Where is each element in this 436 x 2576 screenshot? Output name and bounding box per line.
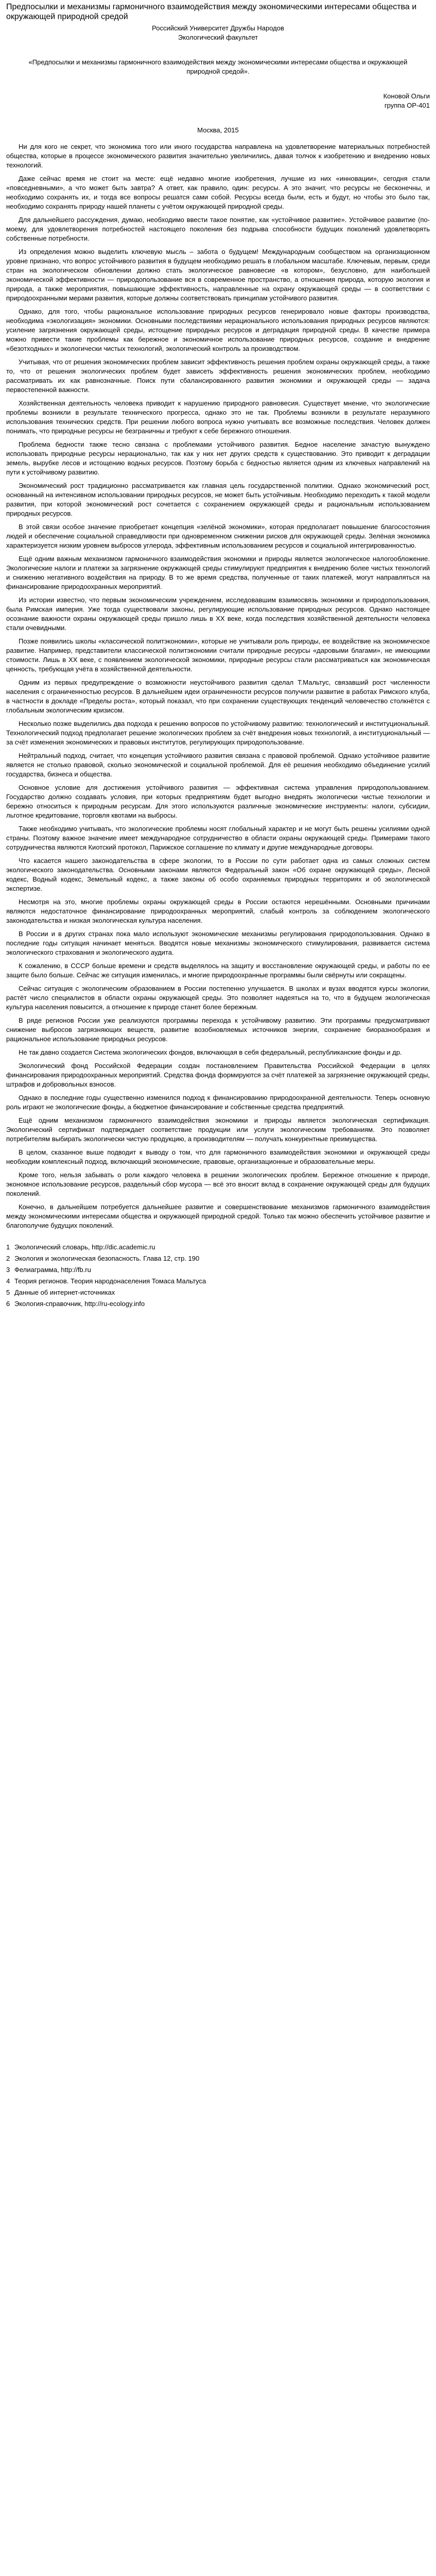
reference-text: Экологический словарь, http://dic.academic.ru: [14, 1243, 155, 1251]
body-paragraph: В ряде регионов России уже реализуются программы перехода к устойчивому развитию. Эти программы предусматривают снижение выбросов загрязняющих веществ, развитие возобновляемых источников энергии, сохранение биоразнообразия и рациональное использование природных ресурсов.: [6, 1016, 430, 1043]
document-title: Предпосылки и механизмы гармоничного взаимодействия между экономическими интересами общества и окружающей природной средой: [6, 3, 417, 21]
reference-text: Данные об интернет-источниках: [14, 1289, 115, 1296]
reference-item: [6, 1288, 430, 1297]
body-paragraph: Хозяйственная деятельность человека приводит к нарушению природного равновесия. Существует мнение, что экологические проблемы возникли в результате технического прогресса, однако это не так. Проблемы возникли в результате неразумного использования технических средств. При решении любого вопроса нужно учитывать все возможные последствия. Человек должен понимать, что природные ресурсы не безграничны и требуют к себе бережного отношения.: [6, 399, 430, 435]
author-group: группа ОР-401: [384, 101, 430, 109]
author-name: Коновой Ольги: [383, 92, 430, 100]
body-paragraph: Позже появились школы «классической политэкономии», которые не учитывали роль природы, ее воздействие на экономическое развитие. Например, представители классической политэкономии считали природные ресурсы «даровыми благами», не имеющими стоимости. Лишь в XX веке, с появлением экологической экономики, природные ресурсы стали рассматриваться как экономическая ценность, требующая учёта в хозяйственной деятельности.: [6, 637, 430, 673]
body-paragraph: Для дальнейшего рассуждения, думаю, необходимо ввести такое понятие, как «устойчивое развитие». Устойчивое развитие (по-моему, для удовлетворения потребностей настоящего поколения без подрыва способности будущих поколений удовлетворять собственные потребности.: [6, 216, 430, 242]
institution-block: [6, 24, 430, 42]
body-paragraph: Конечно, в дальнейшем потребуется дальнейшее развитие и совершенствование механизмов гармоничного взаимодействия между экономическими интересами общества и окружающей природной средой. Только так можно обеспечить устойчивое развитие и благополучие будущих поколений.: [6, 1203, 430, 1229]
body-paragraph: Даже сейчас время не стоит на месте: ещё недавно многие изобретения, лучшие из них «инновации», сегодня стали «повседневными», а что может быть завтра? А ответ, как правило, один: ресурсы. А это значит, что ресурсы не бесконечны, и необходимо сохранять их, и тогда все вопросы решатся сами собой. Ресурсы всегда были, есть и будут, но чтобы это было так, необходимо сохранять природу нашей планеты с учётом окружающей природной среды.: [6, 175, 430, 210]
reference-text: Фелиаграмма, http://fb.ru: [14, 1266, 91, 1274]
reference-item: [6, 1277, 430, 1286]
body-paragraph: Проблема бедности также тесно связана с проблемами устойчивого развития. Бедное население зачастую вынуждено использовать природные ресурсы нерационально, так как у них нет других средств к существованию. Это приводит к деградации земель, вырубке лесов и истощению водных ресурсов. Поэтому борьба с бедностью является одним из ключевых направлений на пути к устойчивому развитию.: [6, 440, 430, 476]
reference-item: [6, 1243, 430, 1252]
university-name: Российский Университет Дружбы Народов: [152, 24, 284, 32]
body-paragraph: В целом, сказанное выше подводит к выводу о том, что для гармоничного взаимодействия экономики и окружающей среды необходим комплексный подход, включающий экономические, правовые, организационные и образовательные меры.: [6, 1148, 430, 1165]
city-year: Москва, 2015: [197, 126, 239, 134]
body-paragraph: Однако в последние годы существенно изменился подход к финансированию природоохранной деятельности. Теперь основную роль играют не экологические фонды, а бюджетное финансирование и собственные средства предприятий.: [6, 1094, 430, 1111]
body-paragraph: Из определения можно выделить ключевую мысль – забота о будущем! Международным сообществом на организационном уровне признано, что вопрос устойчивого развития в будущем необходимо решать в глобальном масштабе. Ключевым, первым, среди стран на экологическом обновлении должно стать экологическое равновесие «в котором», безусловно, для наибольшей экономической эффективности — природопользование вся в современное пространство, а отношения природа, которую экология и природа, а также мероприятия, повышающие эффективность, направленные на охрану окружающей среды — в соответствии с природоохранными мерами развития, которые должны соответствовать принципам устойчивого развития.: [6, 248, 430, 302]
body-paragraph: Экологический фонд Российской Федерации создан постановлением Правительства Российской Федерации в целях финансирования природоохранных мероприятий. Средства фонда формируются за счёт платежей за загрязнение окружающей среды, штрафов и добровольных взносов.: [6, 1062, 430, 1088]
body-paragraph: Одним из первых предупреждение о возможности неустойчивого развития сделал Т.Мальтус, связавший рост численности населения с ограниченностью ресурсов. В дальнейшем идеи ограниченности ресурсов получили развитие в работах Римского клуба, в частности в докладе «Пределы роста», который показал, что при сохранении существующих тенденций человечество столкнётся с глобальным экологическим кризисом.: [6, 679, 430, 714]
body-paragraph: Основное условие для достижения устойчивого развития — эффективная система управления природопользованием. Государство должно создавать условия, при которых предприятиям будет выгодно внедрять экологически чистые технологии и бережно относиться к природным ресурсам. Для этого используются различные экономические инструменты: налоги, субсидии, льготное кредитование, торговля квотами на выбросы.: [6, 784, 430, 819]
body-paragraph: Экономический рост традиционно рассматривается как главная цель государственной политики. Однако экономический рост, основанный на интенсивном использовании природных ресурсов, не может быть устойчивым. Необходимо переходить к такой модели развития, при которой экономический рост сочетается с сохранением окружающей среды и рациональным использованием природных ресурсов.: [6, 482, 430, 517]
body-paragraph: Однако, для того, чтобы рациональное использование природных ресурсов генерировало новые факторы производства, необходима «экологизация» экономики. Основными последствиями нерационального использования природных ресурсов являются: усиление загрязнения окружающей среды, истощение природных ресурсов и деградация природной среды. В качестве примера можно привести такие проблемы как бережное и экономичное использование природных ресурсов, создание и внедрение «безотходных» и экологически чистых технологий, экологический контроль за производством.: [6, 308, 430, 352]
paper-title: «Предпосылки и механизмы гармоничного взаимодействия между экономическими интересами общества и окружающей природной средой».: [28, 58, 408, 75]
reference-item: [6, 1254, 430, 1263]
reference-item: [6, 1299, 430, 1309]
reference-number: 1: [6, 1243, 10, 1251]
paper-title-block: [27, 58, 409, 76]
body-paragraph: К сожалению, в СССР больше времени и средств выделялось на защиту и восстановление окружающей среды, и работы по ее защите было больше. Сейчас же ситуация изменилась, и многие природоохранные программы были свёрнуты или сокращены.: [6, 962, 430, 979]
reference-number: 6: [6, 1300, 10, 1308]
reference-number: 2: [6, 1255, 10, 1262]
reference-number: 3: [6, 1266, 10, 1274]
reference-number: 5: [6, 1289, 10, 1296]
body-paragraph: Не так давно создается Система экологических фондов, включающая в себя федеральный, республиканские фонды и др.: [19, 1048, 402, 1056]
reference-text: Теория регионов. Теория народонаселения Томаса Мальтуса: [14, 1277, 206, 1285]
author-block: [6, 92, 430, 110]
body-paragraph: Несколько позже выделились два подхода к решению вопросов по устойчивому развитию: технологический и институциональный. Технологический подход предполагает решение экологических проблем за счёт внедрения новых технологий, а институциональный — за счёт изменения экономических и правовых институтов, регулирующих природопользование.: [6, 720, 430, 746]
body-paragraph: Также необходимо учитывать, что экологические проблемы носят глобальный характер и не могут быть решены усилиями одной страны. Поэтому важное значение имеет международное сотрудничество в области охраны окружающей среды. Примерами такого сотрудничества являются Киотский протокол, Парижское соглашение по климату и другие международные договоры.: [6, 825, 430, 851]
body-paragraph: Сейчас ситуация с экологическим образованием в России постепенно улучшается. В школах и вузах вводятся курсы экологии, растёт число специалистов в области охраны окружающей среды. Это позволяет надеяться на то, что в будущем экологическая культура населения повысится, а отношение к природе станет более бережным.: [6, 985, 430, 1011]
reference-item: [6, 1265, 430, 1275]
document-body: [6, 142, 430, 1230]
body-paragraph: В этой связи особое значение приобретает концепция «зелёной экономики», которая предполагает повышение благосостояния людей и обеспечение социальной справедливости при одновременном снижении рисков для окружающей среды. Зелёная экономика характеризуется низким уровнем выбросов углерода, эффективным использованием ресурсов и социальной интегрированностью.: [6, 523, 430, 549]
reference-number: 4: [6, 1277, 10, 1285]
body-paragraph: Учитывая, что от решения экономических проблем зависит эффективность решения проблем охраны окружающей среды, а также то, что от решения экологических проблем будет зависеть эффективность решения экономических проблем, необходимо рассматривать их как равнозначные. Поиск пути сбалансированного развития экономики и окружающей среды — задача первостепенной важности.: [6, 358, 430, 394]
body-paragraph: Из истории известно, что первым экономическим учреждением, исследовавшим взаимосвязь экономики и природопользования, была Римская империя. Уже тогда существовали законы, регулирующие использование природных ресурсов. Однако настоящее осознание важности охраны окружающей среды пришло лишь в XX веке, когда последствия хозяйственной деятельности человека стали очевидными.: [6, 596, 430, 632]
body-paragraph: Кроме того, нельзя забывать о роли каждого человека в решении экологических проблем. Бережное отношение к природе, экономное использование ресурсов, раздельный сбор мусора — всё это вносит вклад в сохранение окружающей среды для будущих поколений.: [6, 1171, 430, 1197]
body-paragraph: Ни для кого не секрет, что экономика того или иного государства направлена на удовлетворение материальных потребностей общества, которые в процессе экономического развития значительно увеличились, давая толчок к изобретению и внедрению новых технологий.: [6, 143, 430, 169]
reference-text: Экология-справочник, http://ru-ecology.info: [14, 1300, 145, 1308]
body-paragraph: Ещё одним важным механизмом гармоничного взаимодействия экономики и природы является экологическое налогообложение. Экологические налоги и платежи за загрязнение окружающей среды стимулируют предприятия к внедрению более чистых технологий и снижению негативного воздействия на природу. В то же время средства, полученные от таких платежей, могут направляться на финансирование природоохранных мероприятий.: [6, 555, 430, 590]
body-paragraph: В России и в других странах пока мало используют экономические механизмы регулирования природопользования. Однако в последние годы ситуация начинает меняться. Вводятся новые механизмы экономического стимулирования, развивается система экологического страхования и экологического аудита.: [6, 930, 430, 956]
faculty-name: Экологический факультет: [178, 33, 258, 41]
references-list: [6, 1243, 430, 1309]
body-paragraph: Что касается нашего законодательства в сфере экологии, то в России по сути работает одна из самых сложных систем экологического законодательства. Основными законами являются Федеральный закон «Об охране окружающей среды», Лесной кодекс, Водный кодекс, Земельный кодекс, а также законы об особо охраняемых природных территориях и об экологической экспертизе.: [6, 857, 430, 892]
body-paragraph: Ещё одним механизмом гармоничного взаимодействия экономики и природы является экологическая сертификация. Экологический сертификат подтверждает соответствие продукции или услуги экологическим требованиям. Это позволяет потребителям выбирать экологически чистую продукцию, а производителям — получать конкурентные преимущества.: [6, 1116, 430, 1143]
body-paragraph: Несмотря на это, многие проблемы охраны окружающей среды в России остаются нерешёнными. Основными причинами являются недостаточное финансирование природоохранных мероприятий, слабый контроль за соблюдением экологического законодательства и низкая экологическая культура населения.: [6, 898, 430, 924]
body-paragraph: Нейтральный подход, считает, что концепция устойчивого развития связана с правовой проблемой. Однако устойчивое развитие является не столько правовой, сколько экономической и социальной проблемой. Для её решения необходимо объединение усилий государства, бизнеса и общества.: [6, 752, 430, 778]
reference-text: Экология и экологическая безопасность. Глава 12, стр. 190: [14, 1255, 200, 1262]
